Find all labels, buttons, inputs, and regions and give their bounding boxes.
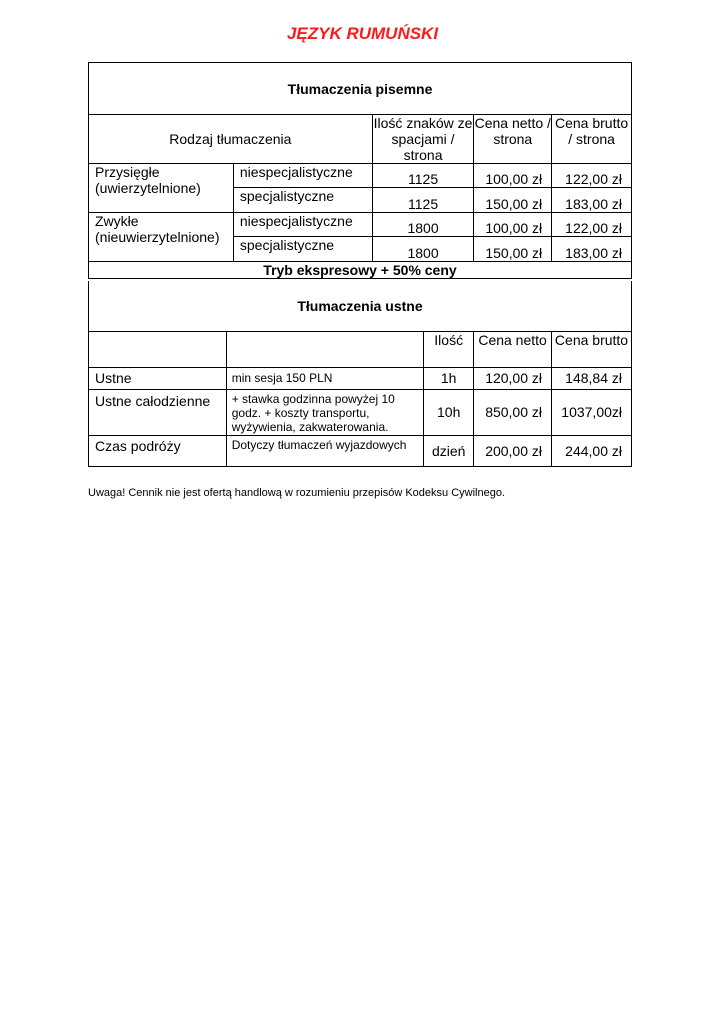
service-desc-cell: + stawka godzinna powyżej 10 godz. + koszty transportu, wyżywienia, zakwaterowania. bbox=[226, 389, 424, 435]
chars-cell: 1800 bbox=[372, 237, 474, 262]
qty-cell: dzień bbox=[424, 435, 474, 466]
table-row bbox=[89, 213, 632, 237]
subtype-cell: specjalistyczne bbox=[233, 237, 372, 262]
gross-price-cell: 122,00 zł bbox=[552, 213, 632, 237]
oral-section-heading: Tłumaczenia ustne bbox=[89, 281, 632, 331]
subtype-cell: niespecjalistyczne bbox=[233, 164, 372, 188]
col-header-net: Cena netto bbox=[474, 331, 552, 367]
gross-price-cell: 244,00 zł bbox=[552, 435, 632, 466]
net-price-cell: 120,00 zł bbox=[474, 367, 552, 389]
oral-translation-table bbox=[88, 281, 632, 467]
chars-cell: 1125 bbox=[372, 164, 474, 188]
col-header-gross: Cena brutto bbox=[552, 331, 632, 367]
page-title: JĘZYK RUMUŃSKI bbox=[286, 24, 439, 43]
col-header-gross: Cena brutto / strona bbox=[552, 115, 632, 164]
net-price-cell: 200,00 zł bbox=[474, 435, 552, 466]
net-price-cell: 850,00 zł bbox=[474, 389, 552, 435]
gross-price-cell: 183,00 zł bbox=[552, 188, 632, 213]
net-price-cell: 150,00 zł bbox=[474, 188, 552, 213]
chars-cell: 1125 bbox=[372, 188, 474, 213]
empty-header-cell bbox=[89, 331, 227, 367]
net-price-cell: 100,00 zł bbox=[474, 213, 552, 237]
service-name-cell: Ustne całodzienne bbox=[89, 389, 227, 435]
net-price-cell: 100,00 zł bbox=[474, 164, 552, 188]
qty-cell: 10h bbox=[424, 389, 474, 435]
gross-price-cell: 1037,00zł bbox=[552, 389, 632, 435]
written-section-heading: Tłumaczenia pisemne bbox=[89, 63, 632, 115]
gross-price-cell: 122,00 zł bbox=[552, 164, 632, 188]
subtype-cell: specjalistyczne bbox=[233, 188, 372, 213]
col-header-net: Cena netto / strona bbox=[474, 115, 552, 164]
chars-cell: 1800 bbox=[372, 213, 474, 237]
subtype-cell: niespecjalistyczne bbox=[233, 213, 372, 237]
table-row bbox=[89, 389, 632, 435]
written-translation-table bbox=[88, 62, 632, 279]
table-row bbox=[89, 164, 632, 188]
gross-price-cell: 183,00 zł bbox=[552, 237, 632, 262]
col-header-type: Rodzaj tłumaczenia bbox=[89, 115, 373, 164]
table-row bbox=[89, 367, 632, 389]
gross-price-cell: 148,84 zł bbox=[552, 367, 632, 389]
net-price-cell: 150,00 zł bbox=[474, 237, 552, 262]
express-mode-note: Tryb ekspresowy + 50% ceny bbox=[89, 262, 632, 279]
service-name-cell: Czas podróży bbox=[89, 435, 227, 466]
group-label-regular: Zwykłe (nieuwierzytelnione) bbox=[89, 213, 234, 262]
disclaimer-note: Uwaga! Cennik nie jest ofertą handlową w rozumieniu przepisów Kodeksu Cywilnego. bbox=[88, 487, 505, 499]
group-label-sworn: Przysięgłe (uwierzytelnione) bbox=[89, 164, 234, 213]
empty-header-cell bbox=[226, 331, 424, 367]
table-row bbox=[89, 435, 632, 466]
col-header-qty: Ilość bbox=[424, 331, 474, 367]
qty-cell: 1h bbox=[424, 367, 474, 389]
service-name-cell: Ustne bbox=[89, 367, 227, 389]
service-desc-cell: Dotyczy tłumaczeń wyjazdowych bbox=[226, 435, 424, 466]
service-desc-cell: min sesja 150 PLN bbox=[226, 367, 424, 389]
col-header-chars: Ilość znaków ze spacjami / strona bbox=[373, 115, 473, 163]
